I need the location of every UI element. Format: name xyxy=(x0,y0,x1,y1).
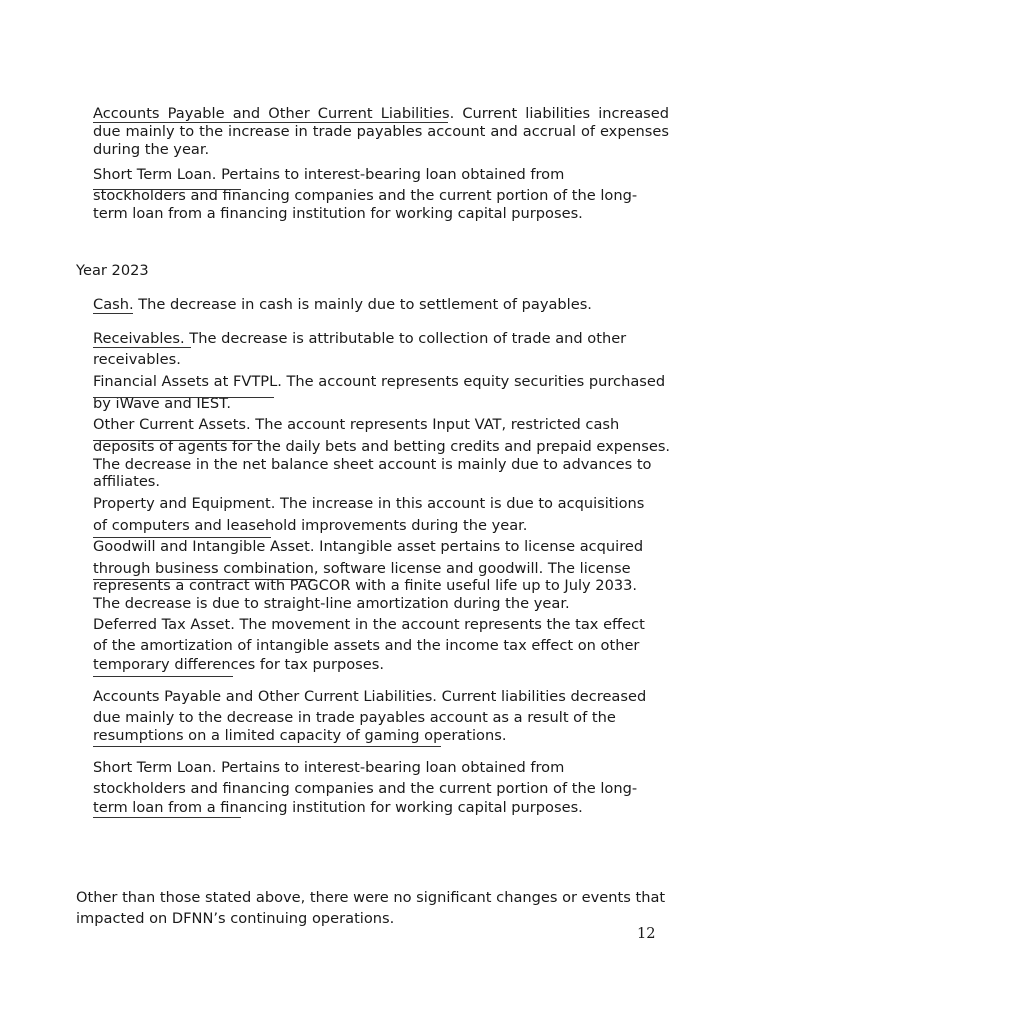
dta-line-1: Deferred Tax Asset. The movement in the account represents the tax effect xyxy=(93,616,645,633)
receivables-line-2: receivables. xyxy=(93,351,181,368)
oca-line-3: The decrease in the net balance sheet account is mainly due to advances to xyxy=(93,456,652,473)
underline xyxy=(93,440,260,441)
goodwill-line-2: through business combination, software license and goodwill. The license xyxy=(93,560,631,577)
underline xyxy=(93,189,241,190)
receivables-line-1 xyxy=(93,330,626,348)
closing-line-2: impacted on DFNN’s continuing operations. xyxy=(76,910,395,927)
underline xyxy=(93,313,133,314)
stl-intro-line-3: term loan from a financing institution for working capital purposes. xyxy=(93,205,583,222)
underline xyxy=(93,397,274,398)
underline xyxy=(93,347,191,348)
ppe-line-2: of computers and leasehold improvements during the year. xyxy=(93,517,528,534)
receivables-label: Receivables. T xyxy=(93,330,199,347)
stl-intro-line-1: Short Term Loan. Pertains to interest-bearing loan obtained from xyxy=(93,166,565,183)
cash-paragraph xyxy=(93,296,592,314)
ap-line-2: due mainly to the decrease in trade payables account as a result of the xyxy=(93,709,616,726)
cash-text: The decrease in cash is mainly due to settlement of payables. xyxy=(133,296,592,313)
goodwill-line-4: The decrease is due to straight-line amortization during the year. xyxy=(93,595,570,612)
stl-intro-line-2: stockholders and financing companies and the current portion of the long- xyxy=(93,187,638,204)
goodwill-line-3: represents a contract with PAGCOR with a finite useful life up to July 2033. xyxy=(93,577,638,594)
cash-label: Cash. xyxy=(93,296,134,313)
goodwill-line-1: Goodwill and Intangible Asset. Intangible asset pertains to license acquired xyxy=(93,538,644,555)
section-heading: Year 2023 xyxy=(76,262,149,279)
underline xyxy=(93,817,241,818)
oca-line-4: affiliates. xyxy=(93,473,161,490)
ap-intro-text: s. Current liabilities increased due mainly to the increase in trade payables account and accrual of expenses during the year. xyxy=(93,105,669,158)
oca-line-1: Other Current Assets. The account represents Input VAT, restricted cash xyxy=(93,416,620,433)
fvtpl-line-2: by iWave and IEST. xyxy=(93,395,231,412)
underline xyxy=(93,122,448,123)
ap-intro-label: Accounts Payable and Other Current Liabilitie xyxy=(93,105,443,122)
stl-line-3: term loan from a financing institution for working capital purposes. xyxy=(93,799,583,816)
fvtpl-line-1: Financial Assets at FVTPL. The account represents equity securities purchased xyxy=(93,373,666,390)
closing-line-1: Other than those stated above, there were no significant changes or events that xyxy=(76,889,666,906)
underline xyxy=(93,746,441,747)
dta-line-3: temporary differences for tax purposes. xyxy=(93,656,385,673)
oca-line-2: deposits of agents for the daily bets and betting credits and prepaid expenses. xyxy=(93,438,671,455)
ap-intro-paragraph xyxy=(93,105,669,159)
ap-line-3: resumptions on a limited capacity of gaming operations. xyxy=(93,727,507,744)
page-number: 12 xyxy=(637,925,656,942)
ap-line-1: Accounts Payable and Other Current Liabilities. Current liabilities decreased xyxy=(93,688,647,705)
dta-line-2: of the amortization of intangible assets and the income tax effect on other xyxy=(93,637,640,654)
underline xyxy=(93,579,315,580)
stl-line-1: Short Term Loan. Pertains to interest-bearing loan obtained from xyxy=(93,759,565,776)
ppe-line-1: Property and Equipment. The increase in this account is due to acquisitions xyxy=(93,495,645,512)
underline xyxy=(93,676,233,677)
stl-line-2: stockholders and financing companies and the current portion of the long- xyxy=(93,780,638,797)
receivables-text: he decrease is attributable to collection of trade and other xyxy=(198,330,627,347)
